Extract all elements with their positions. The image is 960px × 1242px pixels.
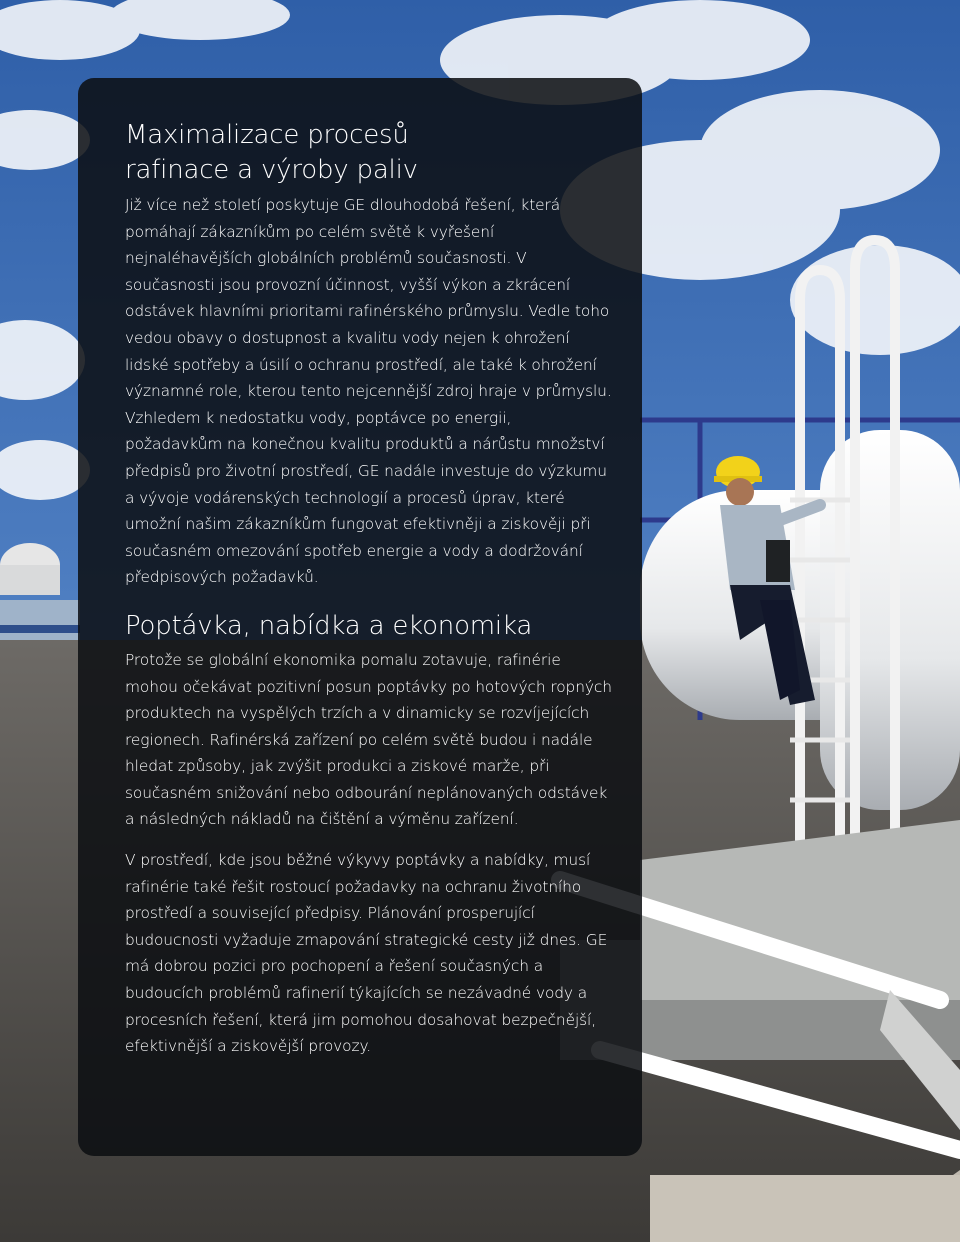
economy-paragraph-2: V prostředí, kde jsou běžné výkyvy poptávky a nabídky, musí rafinérie také řešit rostoucí požadavky na ochranu životního prostředí a související předpisy. Plánování prosperující budoucnosti vyžaduje zmapování strategické cesty již dnes. GE má dobrou pozici pro pochopení a řešení současných a budoucích problémů rafinerií týkajících se nezávadné vody a procesních řešení, která jim pomohou dosahovat bezpečnější, efektivnější a ziskovější provozy. (125, 851, 608, 1056)
article-panel (78, 78, 642, 1156)
section-title-line-1: Maximalizace procesů (125, 120, 409, 150)
intro-paragraph: Již více než století poskytuje GE dlouhodobá řešení, která pomáhají zákazníkům po celém světě k vyřešení nejnaléhavějších globálních problémů současnosti. V současnosti jsou provozní účinnost, vyšší výkon a zkrácení odstávek hlavními prioritami rafinérského průmyslu. Vedle toho vedou obavy o dostupnost a kvalitu vody nejen k ohrožení lidské spotřeby a úsilí o ochranu prostředí, ale také k ohrožení významné role, kterou tento nejcennější zdroj hraje v průmyslu. Vzhledem k nedostatku vody, poptávce po energii, požadavkům na konečnou kvalitu produktů a nárůstu množství předpisů pro životní prostředí, GE nadále investuje do výzkumu a vývoje vodárenských technologií a procesů úprav, které umožní našim zákazníkům fungovat efektivněji a ziskověji při současném omezování spotřeb energie a vody a dodržování předpisových požadavků. (125, 196, 612, 587)
subsection-title: Poptávka, nabídka a ekonomika (125, 610, 533, 641)
section-title (125, 118, 612, 188)
economy-paragraph-1: Protože se globální ekonomika pomalu zotavuje, rafinérie mohou očekávat pozitivní posun poptávky po hotových ropných produktech na vyspělých trzích a v dinamicky se rozvíjejících regionech. Rafinérská zařízení po celém světě budou i nadále hledat způsoby, jak zvýšit produkci a ziskové marže, při současném snižování nebo odbourání neplánovaných odstávek a následných nákladů na čištění a výměnu zařízení. (125, 650, 612, 829)
section-title-line-2: rafinace a výroby paliv (125, 155, 418, 185)
